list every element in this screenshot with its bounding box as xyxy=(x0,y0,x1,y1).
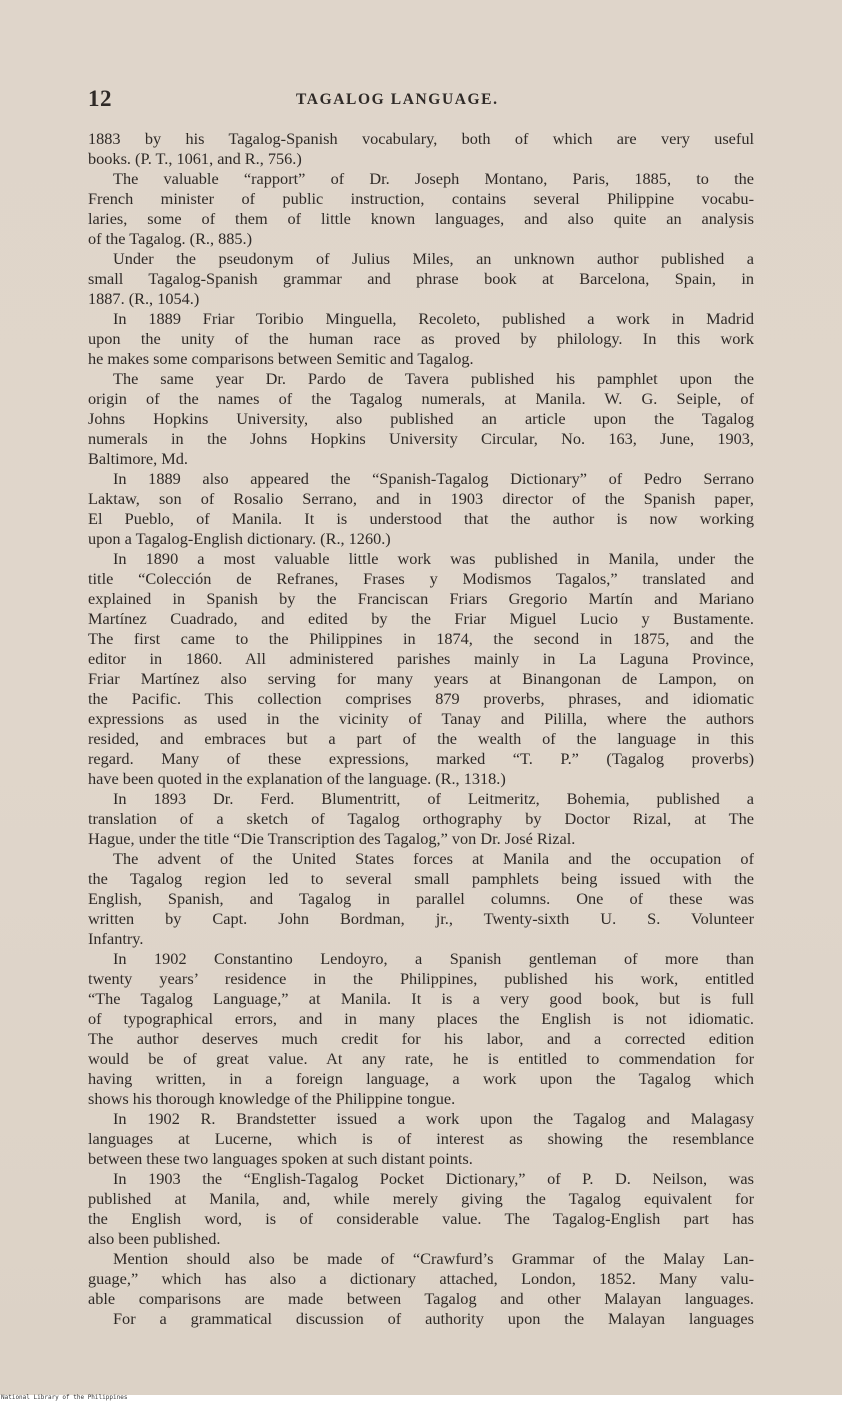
text-line: written by Capt. John Bordman, jr., Twenty-sixth U. S. Volunteer xyxy=(88,909,754,928)
text-line: twenty years’ residence in the Philippines, published his work, entitled xyxy=(88,969,754,988)
text-line: editor in 1860. All administered parishes mainly in La Laguna Province, xyxy=(88,649,754,668)
text-line: Mention should also be made of “Crawfurd’s Grammar of the Malay Lan- xyxy=(113,1249,754,1268)
text-line: the Pacific. This collection comprises 879 proverbs, phrases, and idiomatic xyxy=(88,689,754,708)
text-line: shows his thorough knowledge of the Philippine tongue. xyxy=(88,1089,456,1108)
text-line: Infantry. xyxy=(88,929,144,948)
text-line: In 1890 a most valuable little work was published in Manila, under the xyxy=(113,549,754,568)
text-line: Under the pseudonym of Julius Miles, an unknown author published a xyxy=(113,249,754,268)
text-line: small Tagalog-Spanish grammar and phrase book at Barcelona, Spain, in xyxy=(88,269,754,288)
text-line: “The Tagalog Language,” at Manila. It is a very good book, but is full xyxy=(88,989,754,1008)
text-line: resided, and embraces but a part of the wealth of the language in this xyxy=(88,729,754,748)
text-line: between these two languages spoken at such distant points. xyxy=(88,1149,473,1168)
text-line: The author deserves much credit for his labor, and a corrected edition xyxy=(88,1029,754,1048)
text-line: Hague, under the title “Die Transcription des Tagalog,” von Dr. José Rizal. xyxy=(88,829,576,848)
text-line: The first came to the Philippines in 1874, the second in 1875, and the xyxy=(88,629,754,648)
text-line: upon a Tagalog-English dictionary. (R., 1260.) xyxy=(88,529,391,548)
text-line: In 1902 R. Brandstetter issued a work upon the Tagalog and Malagasy xyxy=(113,1109,754,1128)
text-line: origin of the names of the Tagalog numerals, at Manila. W. G. Seiple, of xyxy=(88,389,754,408)
text-line: El Pueblo, of Manila. It is understood that the author is now working xyxy=(88,509,754,528)
text-line: numerals in the Johns Hopkins University Circular, No. 163, June, 1903, xyxy=(88,429,754,448)
text-line: The valuable “rapport” of Dr. Joseph Montano, Paris, 1885, to the xyxy=(113,169,754,188)
text-line: would be of great value. At any rate, he is entitled to commendation for xyxy=(88,1049,754,1068)
text-line: English, Spanish, and Tagalog in parallel columns. One of these was xyxy=(88,889,754,908)
text-line: upon the unity of the human race as proved by philology. In this work xyxy=(88,329,754,348)
text-line: laries, some of them of little known languages, and also quite an analysis xyxy=(88,209,754,228)
text-line: expressions as used in the vicinity of Tanay and Pililla, where the authors xyxy=(88,709,754,728)
text-line: The advent of the United States forces at Manila and the occupation of xyxy=(113,849,754,868)
text-line: have been quoted in the explanation of the language. (R., 1318.) xyxy=(88,769,506,788)
text-line: Laktaw, son of Rosalio Serrano, and in 1903 director of the Spanish paper, xyxy=(88,489,754,508)
text-line: In 1889 also appeared the “Spanish-Tagalog Dictionary” of Pedro Serrano xyxy=(113,469,754,488)
text-line: books. (P. T., 1061, and R., 756.) xyxy=(88,149,302,168)
text-line: translation of a sketch of Tagalog orthography by Doctor Rizal, at The xyxy=(88,809,754,828)
text-line: the English word, is of considerable value. The Tagalog-English part has xyxy=(88,1209,754,1228)
text-line: 1887. (R., 1054.) xyxy=(88,289,200,308)
text-line: of typographical errors, and in many places the English is not idiomatic. xyxy=(88,1009,754,1028)
footer-credit: National Library of the Philippines xyxy=(1,1394,128,1401)
text-line: title “Colección de Refranes, Frases y Modismos Tagalos,” translated and xyxy=(88,569,754,588)
text-line: In 1903 the “English-Tagalog Pocket Dictionary,” of P. D. Neilson, was xyxy=(113,1169,754,1188)
text-line: he makes some comparisons between Semitic and Tagalog. xyxy=(88,349,474,368)
text-line: 1883 by his Tagalog-Spanish vocabulary, both of which are very useful xyxy=(88,129,754,148)
text-line: Baltimore, Md. xyxy=(88,449,188,468)
text-line: explained in Spanish by the Franciscan Friars Gregorio Martín and Mariano xyxy=(88,589,754,608)
text-line: In 1893 Dr. Ferd. Blumentritt, of Leitmeritz, Bohemia, published a xyxy=(113,789,754,808)
text-line: For a grammatical discussion of authority upon the Malayan languages xyxy=(113,1309,754,1328)
text-line: of the Tagalog. (R., 885.) xyxy=(88,229,253,248)
page-header xyxy=(88,86,758,120)
text-line: Friar Martínez also serving for many years at Binangonan de Lampon, on xyxy=(88,669,754,688)
text-line: able comparisons are made between Tagalog and other Malayan languages. xyxy=(88,1289,754,1308)
text-line: In 1902 Constantino Lendoyro, a Spanish gentleman of more than xyxy=(113,949,754,968)
page-number: 12 xyxy=(88,86,112,111)
text-line: also been published. xyxy=(88,1229,221,1248)
text-line: In 1889 Friar Toribio Minguella, Recoleto, published a work in Madrid xyxy=(113,309,754,328)
footer-bar xyxy=(0,1395,842,1403)
text-line: Johns Hopkins University, also published an article upon the Tagalog xyxy=(88,409,754,428)
text-line: the Tagalog region led to several small pamphlets being issued with the xyxy=(88,869,754,888)
text-line: French minister of public instruction, contains several Philippine vocabu- xyxy=(88,189,754,208)
running-title: TAGALOG LANGUAGE. xyxy=(296,91,499,108)
text-line: The same year Dr. Pardo de Tavera published his pamphlet upon the xyxy=(113,369,754,388)
text-line: Martínez Cuadrado, and edited by the Friar Miguel Lucio y Bustamente. xyxy=(88,609,754,628)
text-line: languages at Lucerne, which is of interest as showing the resemblance xyxy=(88,1129,754,1148)
text-line: published at Manila, and, while merely giving the Tagalog equivalent for xyxy=(88,1189,754,1208)
text-line: regard. Many of these expressions, marked “T. P.” (Tagalog proverbs) xyxy=(88,749,754,768)
body-text xyxy=(88,129,754,1329)
text-line: having written, in a foreign language, a work upon the Tagalog which xyxy=(88,1069,754,1088)
text-line: guage,” which has also a dictionary attached, London, 1852. Many valu- xyxy=(88,1269,754,1288)
